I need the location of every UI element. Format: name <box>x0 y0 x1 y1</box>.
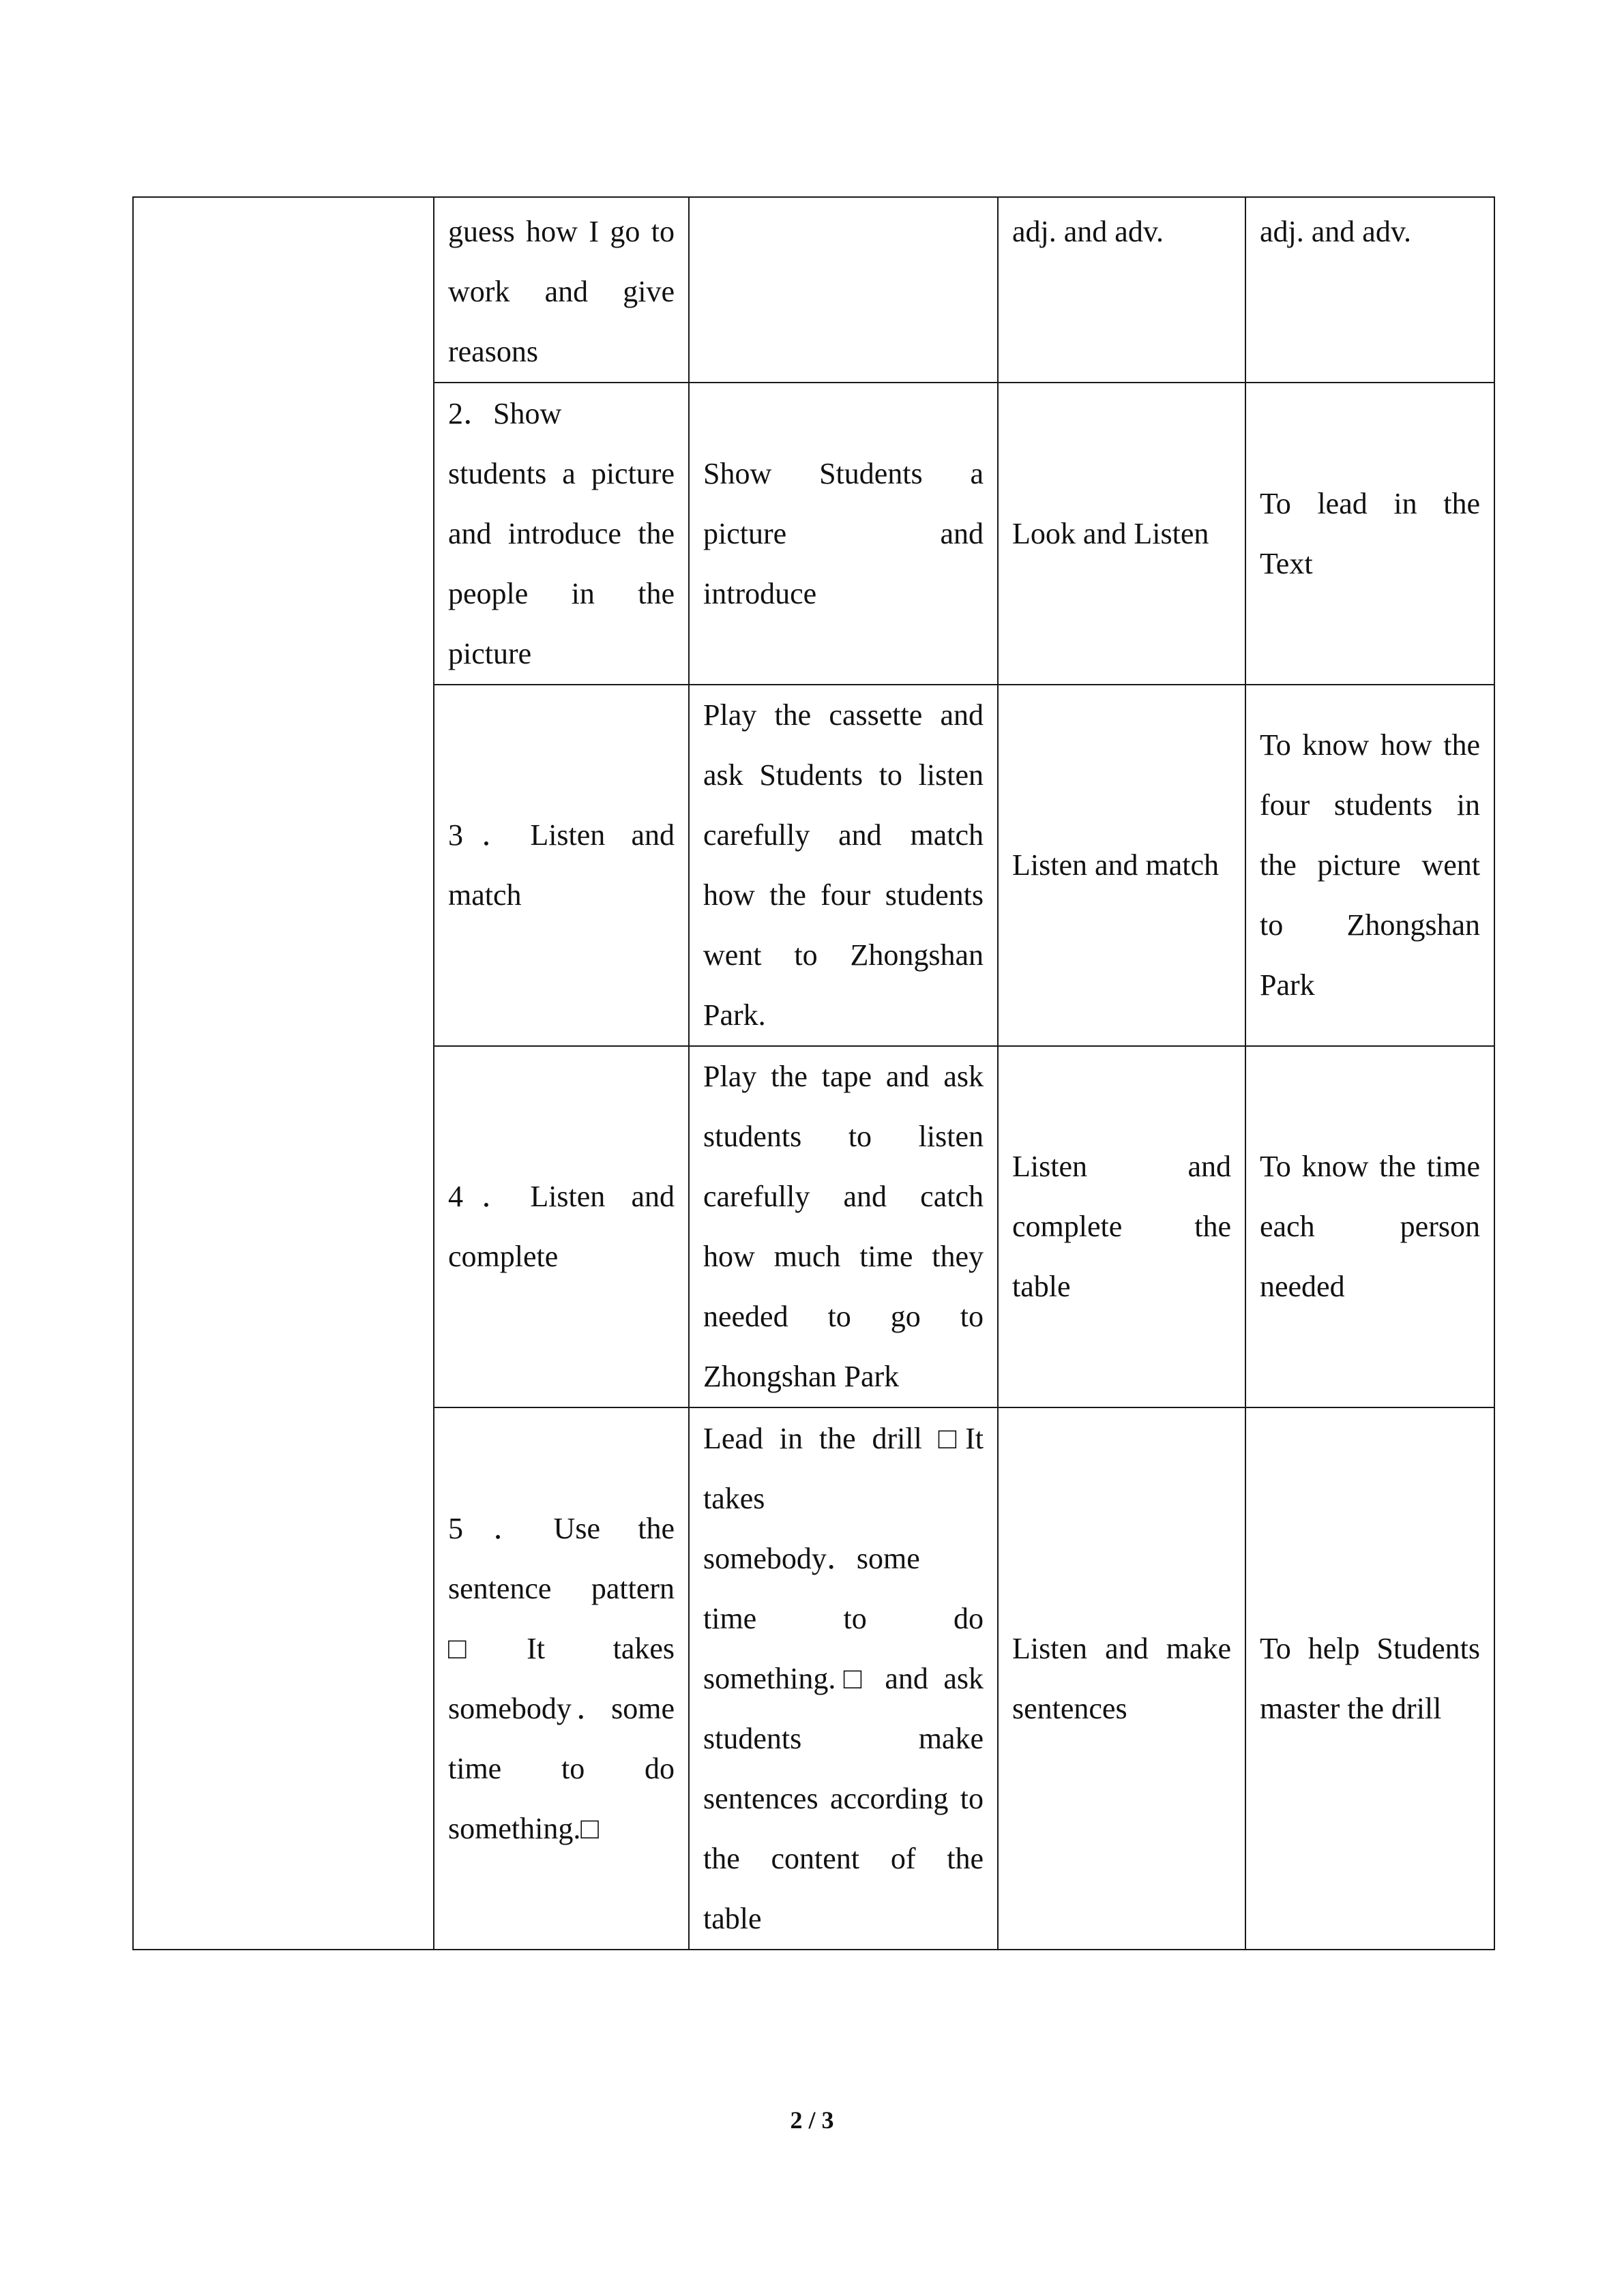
student-line: table <box>1012 1270 1071 1303</box>
teacher-line: students to listen <box>703 1120 984 1153</box>
student-activity-cell <box>998 685 1245 1046</box>
student-line: Look and Listen <box>1012 516 1209 550</box>
step-cell <box>434 197 689 383</box>
purpose-line: four students in <box>1260 788 1480 822</box>
teacher-line: introduce <box>703 576 817 610</box>
purpose-line: adj. and adv. <box>1260 215 1411 248</box>
teacher-line: the content of the <box>703 1841 984 1875</box>
teacher-activity-cell <box>689 197 998 383</box>
step-line: somebody．some <box>448 1691 675 1725</box>
teacher-line: something.□ and ask <box>703 1661 984 1695</box>
teacher-line: takes <box>703 1481 765 1515</box>
purpose-line: each person <box>1260 1210 1480 1243</box>
step-line: and introduce the <box>448 516 675 550</box>
teacher-line: carefully and catch <box>703 1180 984 1213</box>
purpose-line: needed <box>1260 1270 1345 1303</box>
teacher-line: Play the tape and ask <box>703 1060 984 1093</box>
step-line: picture <box>448 636 532 670</box>
step-cell <box>434 685 689 1046</box>
page-number: 2 / 3 <box>790 2106 834 2134</box>
teacher-line: sentences according to <box>703 1781 984 1815</box>
step-line: students a picture <box>448 456 675 490</box>
teacher-line: how much time they <box>703 1240 984 1273</box>
student-activity-cell <box>998 197 1245 383</box>
purpose-line: master the drill <box>1260 1691 1442 1725</box>
purpose-line: to Zhongshan <box>1260 908 1480 942</box>
student-activity-cell <box>998 1046 1245 1407</box>
lesson-plan-table <box>132 196 1495 1950</box>
student-line: complete the <box>1012 1210 1231 1243</box>
teacher-line: needed to go to <box>703 1300 984 1333</box>
step-line: sentence pattern <box>448 1571 675 1605</box>
purpose-cell <box>1245 685 1494 1046</box>
step-cell <box>434 1407 689 1950</box>
step-line: guess how I go to <box>448 215 675 248</box>
step-line: 3．Listen and <box>448 818 675 852</box>
purpose-cell <box>1245 383 1494 685</box>
purpose-line: To lead in the <box>1260 486 1480 520</box>
purpose-line: Park <box>1260 968 1315 1002</box>
teacher-line: how the four students <box>703 878 984 912</box>
student-line: sentences <box>1012 1691 1127 1725</box>
step-line: 5．Use the <box>448 1511 675 1545</box>
teacher-line: Show Students a <box>703 456 984 490</box>
student-line: adj. and adv. <box>1012 215 1164 248</box>
teacher-activity-cell <box>689 1046 998 1407</box>
step-cell <box>434 383 689 685</box>
teacher-line: carefully and match <box>703 818 984 852</box>
step-line: time to do <box>448 1751 675 1785</box>
student-line: Listen and match <box>1012 848 1220 882</box>
teacher-line: table <box>703 1901 762 1935</box>
step-line: □It takes <box>448 1631 675 1665</box>
teacher-line: went to Zhongshan <box>703 938 984 972</box>
teacher-line: Zhongshan Park <box>703 1360 900 1393</box>
step-line: reasons <box>448 335 538 368</box>
teacher-activity-cell <box>689 383 998 685</box>
purpose-line: To help Students <box>1260 1631 1480 1665</box>
purpose-line: To know the time <box>1260 1150 1480 1183</box>
step-line: match <box>448 878 522 912</box>
teacher-line: picture and <box>703 516 984 550</box>
step-line: complete <box>448 1240 559 1273</box>
purpose-cell <box>1245 1407 1494 1950</box>
teacher-activity-cell <box>689 685 998 1046</box>
purpose-line: Text <box>1260 546 1313 580</box>
teacher-line: ask Students to listen <box>703 758 984 792</box>
teacher-line: time to do <box>703 1601 984 1635</box>
purpose-line: To know how the <box>1260 728 1480 762</box>
teacher-line: Park. <box>703 998 766 1032</box>
purpose-cell <box>1245 197 1494 383</box>
step-cell <box>434 1046 689 1407</box>
purpose-line: the picture went <box>1260 848 1480 882</box>
teacher-line: students make <box>703 1721 984 1755</box>
step-line: people in the <box>448 576 675 610</box>
purpose-cell <box>1245 1046 1494 1407</box>
teacher-activity-cell <box>689 1407 998 1950</box>
teacher-line: somebody．some <box>703 1541 920 1575</box>
step-line: work and give <box>448 275 675 308</box>
procedure-merged-cell <box>133 197 434 1950</box>
student-activity-cell <box>998 383 1245 685</box>
student-line: Listen and make <box>1012 1631 1231 1665</box>
table-row <box>133 197 1494 383</box>
student-activity-cell <box>998 1407 1245 1950</box>
step-line: something.□ <box>448 1811 599 1845</box>
student-line: Listen and <box>1012 1150 1231 1183</box>
teacher-line: Lead in the drill □It <box>703 1421 984 1455</box>
step-line: 4．Listen and <box>448 1180 675 1213</box>
step-line: 2．Show <box>448 396 562 430</box>
teacher-line: Play the cassette and <box>703 698 984 732</box>
